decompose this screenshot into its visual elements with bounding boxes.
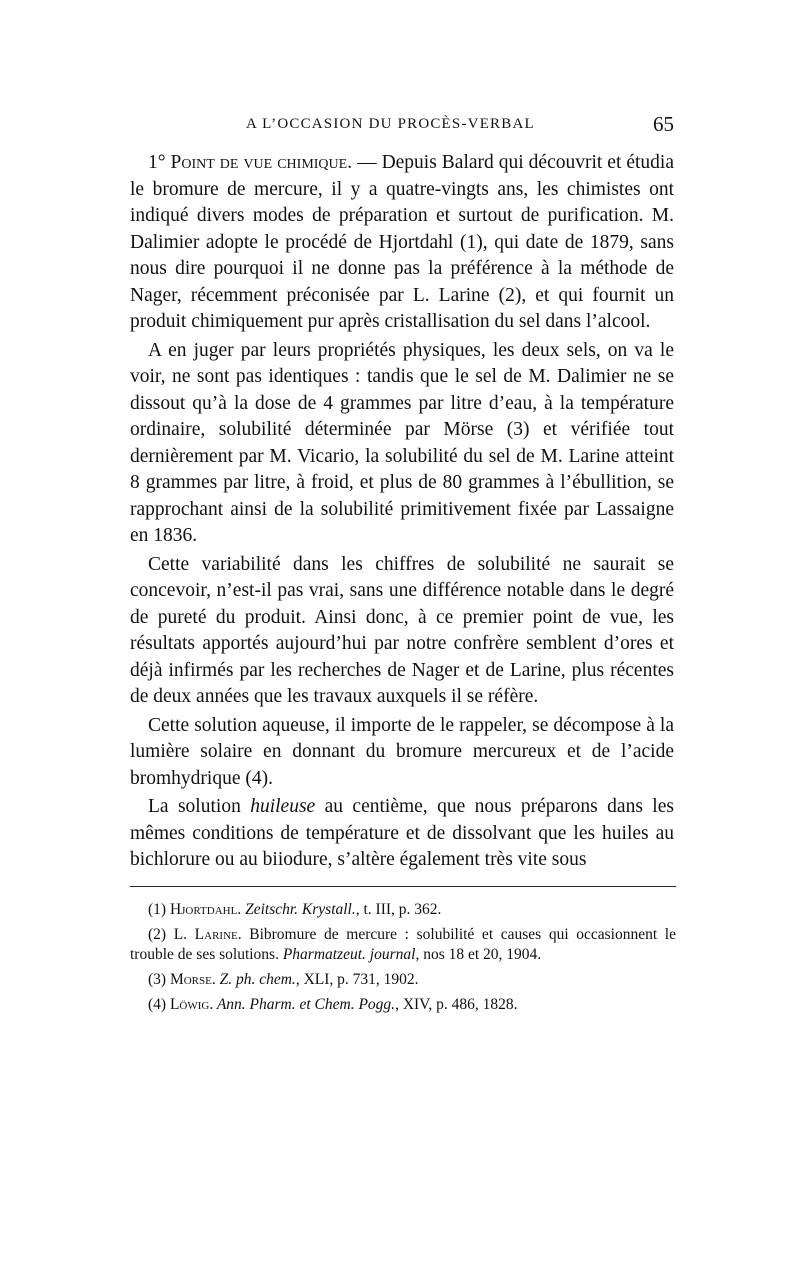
footnote-number: (4) [148,996,170,1013]
paragraph-4: Cette solution aqueuse, il importe de le rappeler, se décompose à la lumière solaire en donnant du bromure mercureux et de l’acide bromhydrique (4). [130,714,674,789]
footnote-4 [130,995,676,1015]
paragraph-1 [130,150,674,336]
footnote-journal: Zeitschr. Krystall. [241,901,356,918]
footnote-author: Hjortdahl. [169,901,242,918]
footnote-author: Morse. [169,971,216,988]
footnotes [130,900,676,1020]
footnote-citation: , nos 18 et 20, 1904. [415,946,542,963]
paragraph-2: A en juger par leurs propriétés physiques, les deux sels, on va le voir, ne sont pas identiques : tandis que le sel de M. Dalimier ne se dissout qu’à la dose de 4 grammes par litre d’eau, à la température ordinaire, solubilité déterminée par Mörse (3) et vérifiée tout dernièrement par M. Vicario, la solubilité du sel de M. Larine atteint 8 grammes par litre, à froid, et plus de 80 grammes à l’ébullition, se rapprochant ainsi de la solubilité primitivement fixée par Lassaigne en 1836. [130,339,674,546]
running-head: A L’OCCASION DU PROCÈS-VERBAL [246,116,535,132]
footnote-1 [130,900,676,920]
body-text [130,150,674,876]
footnote-journal: Pharmatzeut. journal [282,946,416,963]
page-number: 65 [653,112,674,136]
paragraph-5-start: La solution [148,796,251,817]
page-header [130,112,676,138]
footnote-number: (1) [148,901,170,918]
footnote-author: Larine. [194,926,242,943]
footnote-2 [130,925,676,965]
footnote-journal: Z. ph. chem. [215,971,296,988]
section-lead: 1° Point de vue chimique. [148,152,353,173]
footnote-rule [130,886,676,887]
footnote-text: Bibromure de mercure : solubilité et causes qui occasionnent le trouble de ses solutions. [130,926,676,963]
footnote-citation: , XIV, p. 486, 1828. [395,996,518,1013]
paragraph-5-end: au centième, que nous préparons dans les mêmes conditions de température et de dissolvant que les huiles au bichlorure ou au biiodure, s’altère également très vite sous [130,796,674,870]
footnote-number: (3) [148,971,170,988]
paragraph-3: Cette variabilité dans les chiffres de solubilité ne saurait se concevoir, n’est-il pas vrai, sans une différence notable dans le degré de pureté du produit. Ainsi donc, à ce premier point de vue, les résultats apportés aujourd’hui par notre confrère semblent d’ores et déjà infirmés par les recherches de Nager et de Larine, plus récentes de deux années que les travaux auxquels il se réfère. [130,553,674,707]
footnote-author: Löwig. [169,996,214,1013]
footnote-citation: , t. III, p. 362. [355,901,442,918]
footnote-citation: , XLI, p. 731, 1902. [295,971,419,988]
footnote-journal: Ann. Pharm. et Chem. Pogg. [213,996,396,1013]
paragraph-1-text: — Depuis Balard qui découvrit et étudia le bromure de mercure, il y a quatre-vingts ans, les chimistes ont indiqué divers modes de préparation et surtout de purification. M. Dalimier adopte le procédé de Hjortdahl (1), qui date de 1879, sans nous dire pourquoi il ne donne pas la préférence à la méthode de Nager, récemment préconisée par L. Larine (2), et qui fournit un produit chimiquement pur après cristallisation du sel dans l’alcool. [130,152,675,332]
footnote-number: (2) L. [148,926,195,943]
paragraph-5 [130,794,674,874]
emphasis: huileuse [250,796,316,817]
footnote-3 [130,970,676,990]
